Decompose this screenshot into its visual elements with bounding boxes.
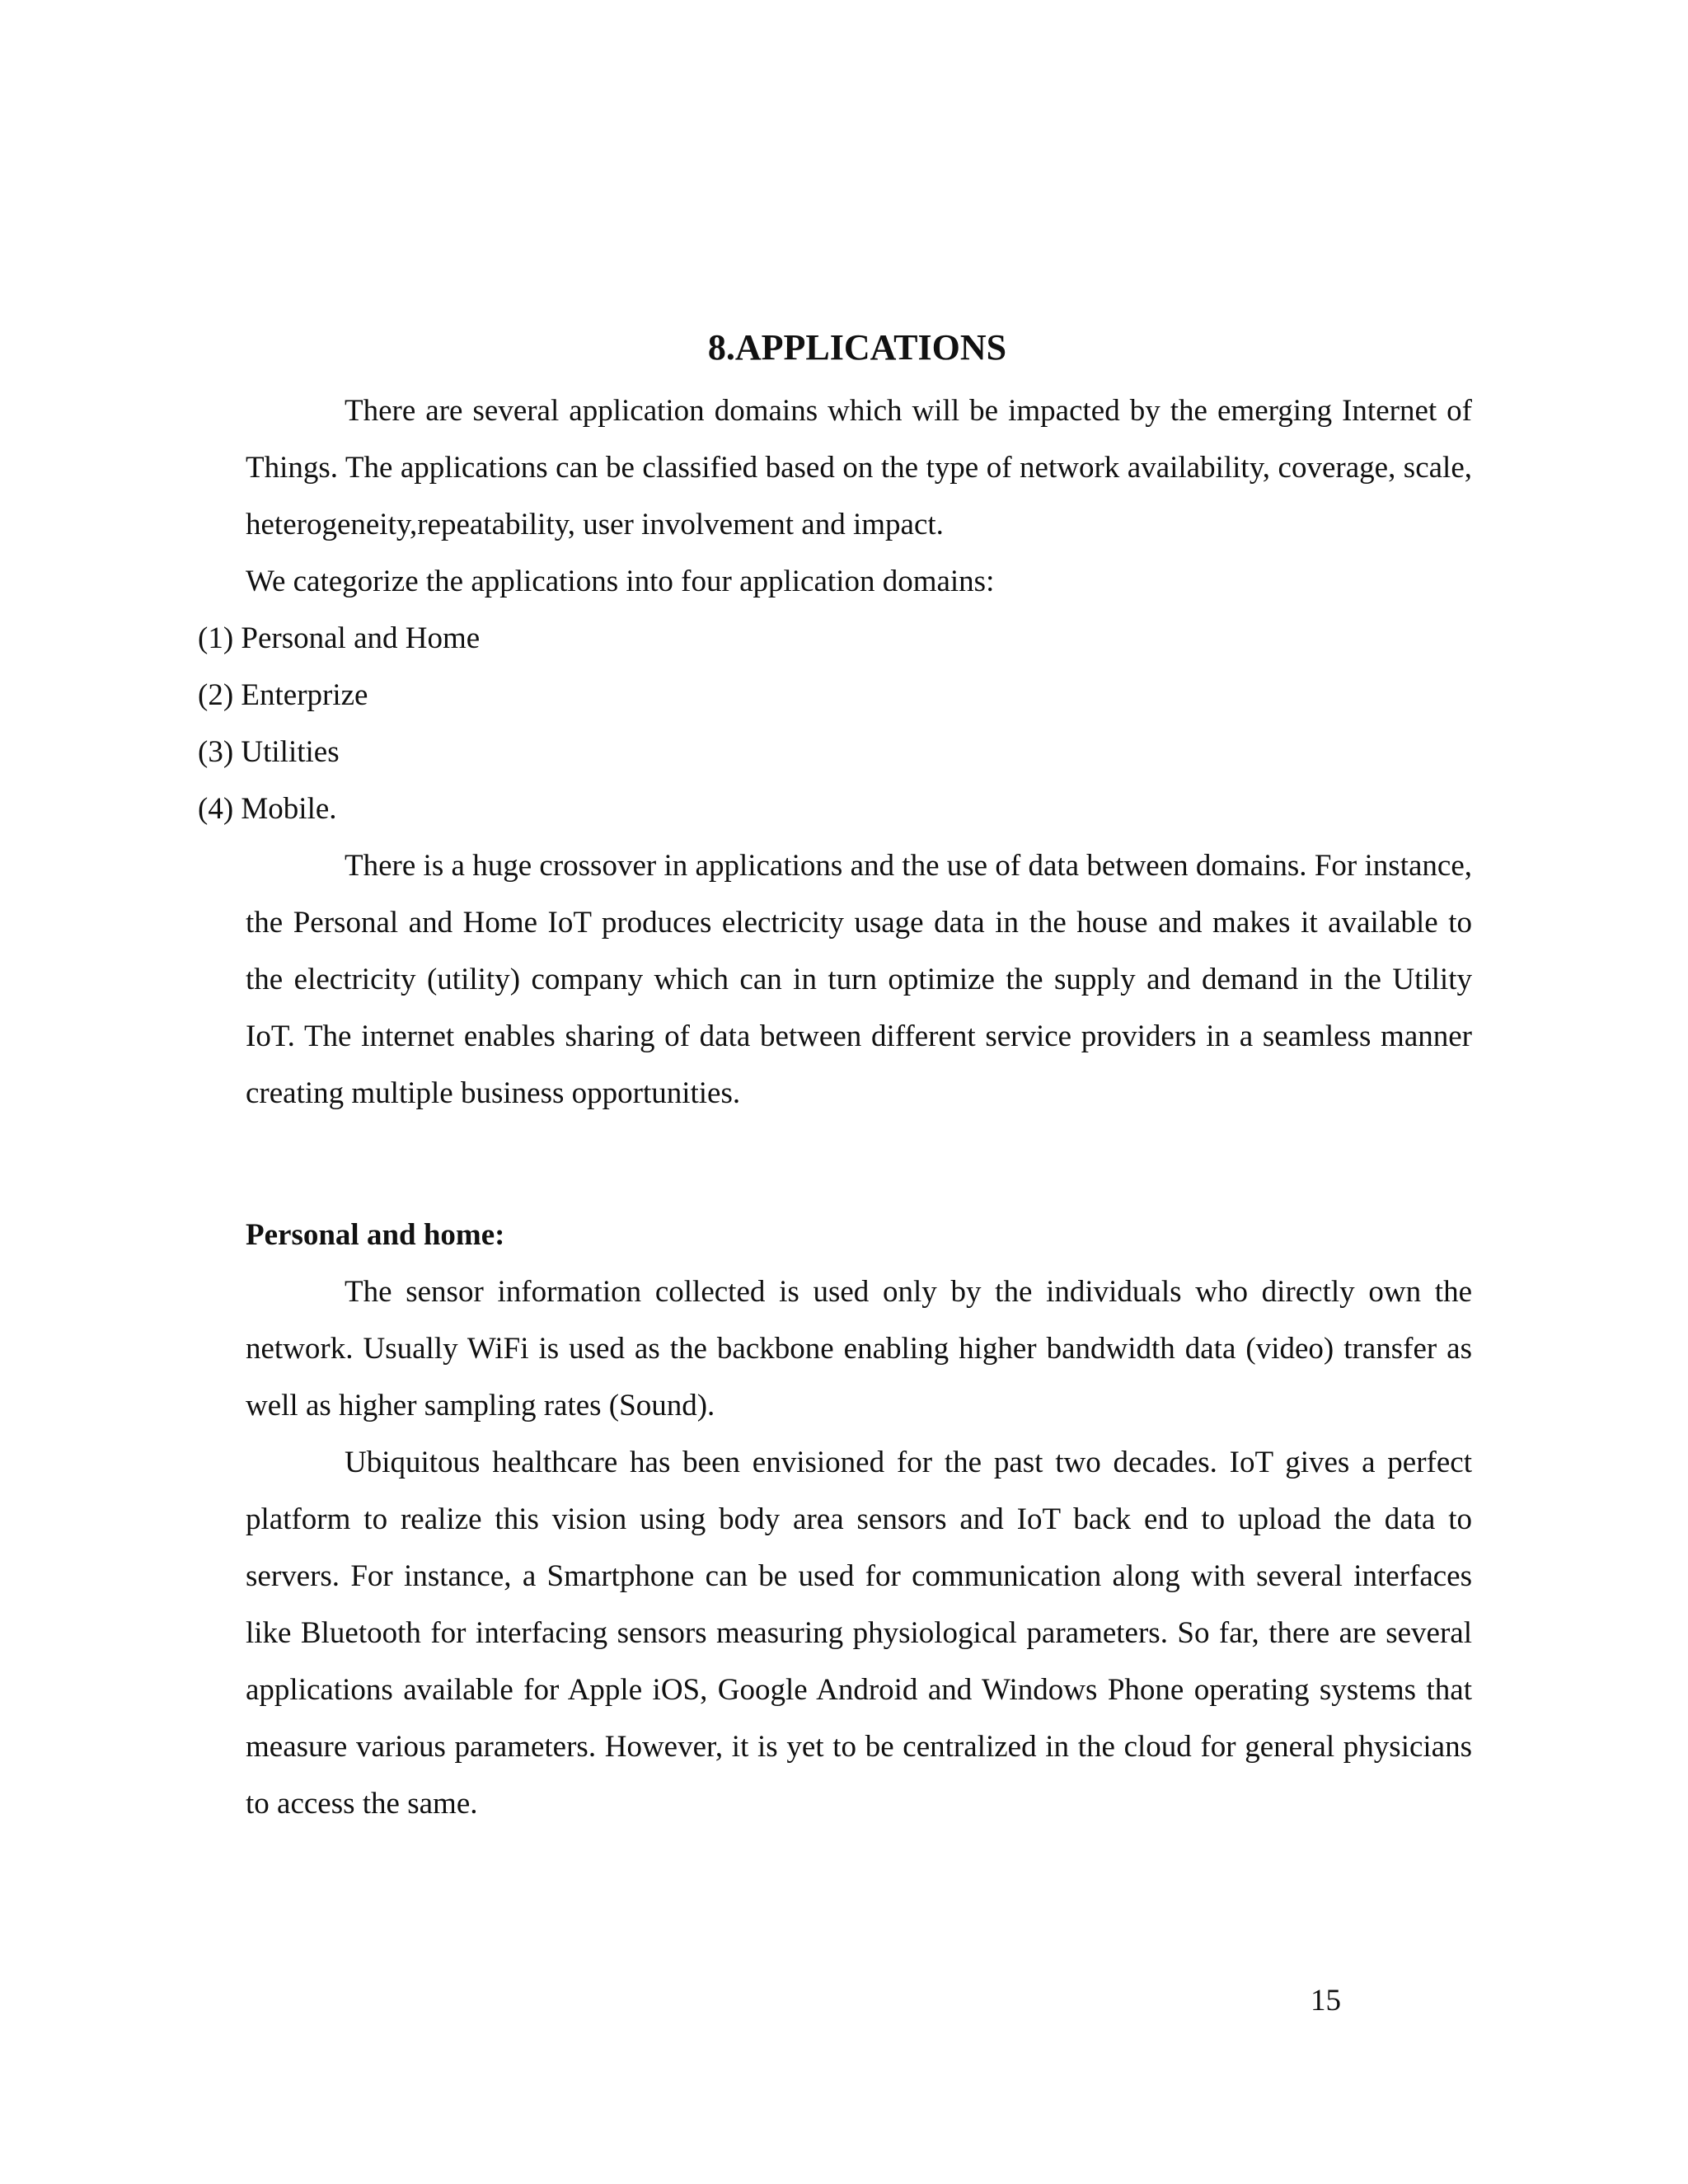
list-item: (4) Mobile. xyxy=(198,792,337,826)
section-title: 8.APPLICATIONS xyxy=(707,327,1007,368)
categorize-line: We categorize the applications into four application domains: xyxy=(246,565,995,598)
subsection-title: Personal and home: xyxy=(246,1218,505,1252)
domain-list xyxy=(198,610,1517,837)
intro-paragraph: There are several application domains which will be impacted by the emerging Internet of Things. The applications can be classified based on the type of network availability, coverage, scale, heterogeneity,repeatability, user involvement and impact. xyxy=(246,394,1472,541)
list-item: (3) Utilities xyxy=(198,735,340,769)
crossover-block xyxy=(246,837,1472,1122)
crossover-paragraph: There is a huge crossover in applications and the use of data between domains. For instance, the Personal and Home IoT produces electricity usage data in the house and makes it available to the electricity (utility) company which can in turn optimize the supply and demand in the Utility IoT. The internet enables sharing of data between different service providers in a seamless manner creating multiple business opportunities. xyxy=(246,849,1472,1110)
personal-home-block xyxy=(246,1207,1472,1832)
intro-block xyxy=(246,382,1472,610)
list-item: (1) Personal and Home xyxy=(198,621,481,655)
body-paragraph: Ubiquitous healthcare has been envisioned for the past two decades. IoT gives a perfect platform to realize this vision using body area sensors and IoT back end to upload the data to servers. For instance, a Smartphone can be used for communication along with several interfaces like Bluetooth for interfacing sensors measuring physiological parameters. So far, there are several applications available for Apple iOS, Google Android and Windows Phone operating systems that measure various parameters. However, it is yet to be centralized in the cloud for general physicians to access the same. xyxy=(246,1446,1472,1821)
body-paragraph: The sensor information collected is used only by the individuals who directly own the network. Usually WiFi is used as the backbone enabling higher bandwidth data (video) transfer as well as higher sampling rates (Sound). xyxy=(246,1275,1472,1422)
page-number: 15 xyxy=(1311,1984,1341,2018)
list-item: (2) Enterprize xyxy=(198,678,368,712)
